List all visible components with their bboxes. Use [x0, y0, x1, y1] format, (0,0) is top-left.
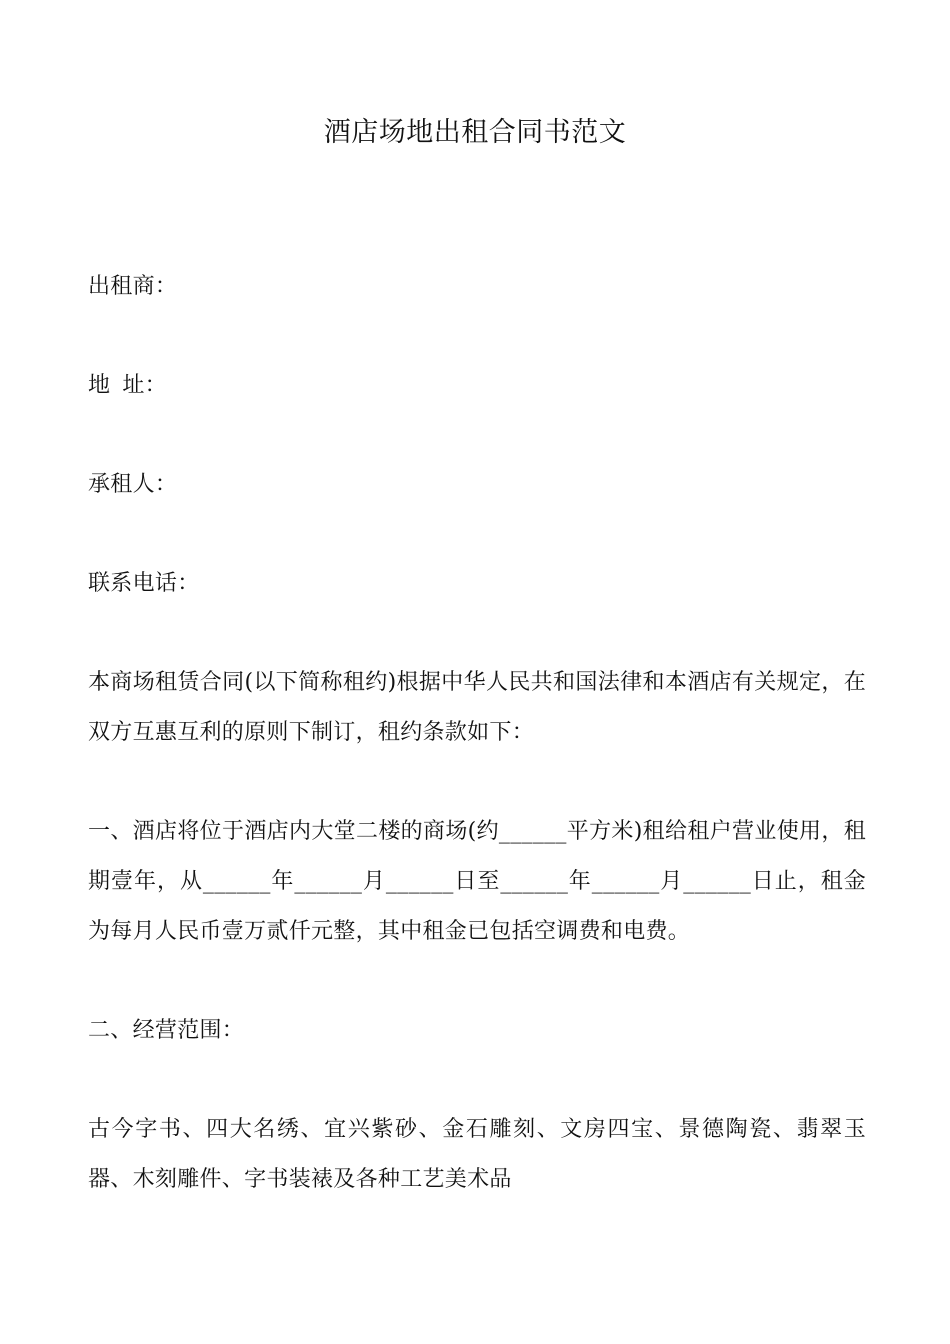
address-label-char1: 地 [88, 373, 111, 398]
address-field [88, 361, 866, 411]
tenant-field: 承租人： [88, 472, 178, 497]
clause-2-body: 古今字书、四大名绣、宜兴紫砂、金石雕刻、文房四宝、景德陶瓷、翡翠玉器、木刻雕件、字书装裱及各种工艺美术品 [88, 1117, 866, 1192]
clause-2-heading: 二、经营范围： [88, 1018, 245, 1043]
phone-field: 联系电话： [88, 571, 200, 596]
clause-1-paragraph: 一、酒店将位于酒店内大堂二楼的商场(约______平方米)租给租户营业使用，租期壹年，从______年______月______日至______年______月______日止，租金为每月人民币壹万贰仟元整，其中租金已包括空调费和电费。 [88, 819, 866, 944]
address-label-char2: 址： [122, 373, 167, 398]
lessor-field: 出租商： [88, 274, 178, 299]
intro-paragraph: 本商场租赁合同(以下简称租约)根据中华人民共和国法律和本酒店有关规定，在双方互惠互利的原则下制订，租约条款如下： [88, 670, 866, 745]
document-title: 酒店场地出租合同书范文 [323, 117, 627, 148]
